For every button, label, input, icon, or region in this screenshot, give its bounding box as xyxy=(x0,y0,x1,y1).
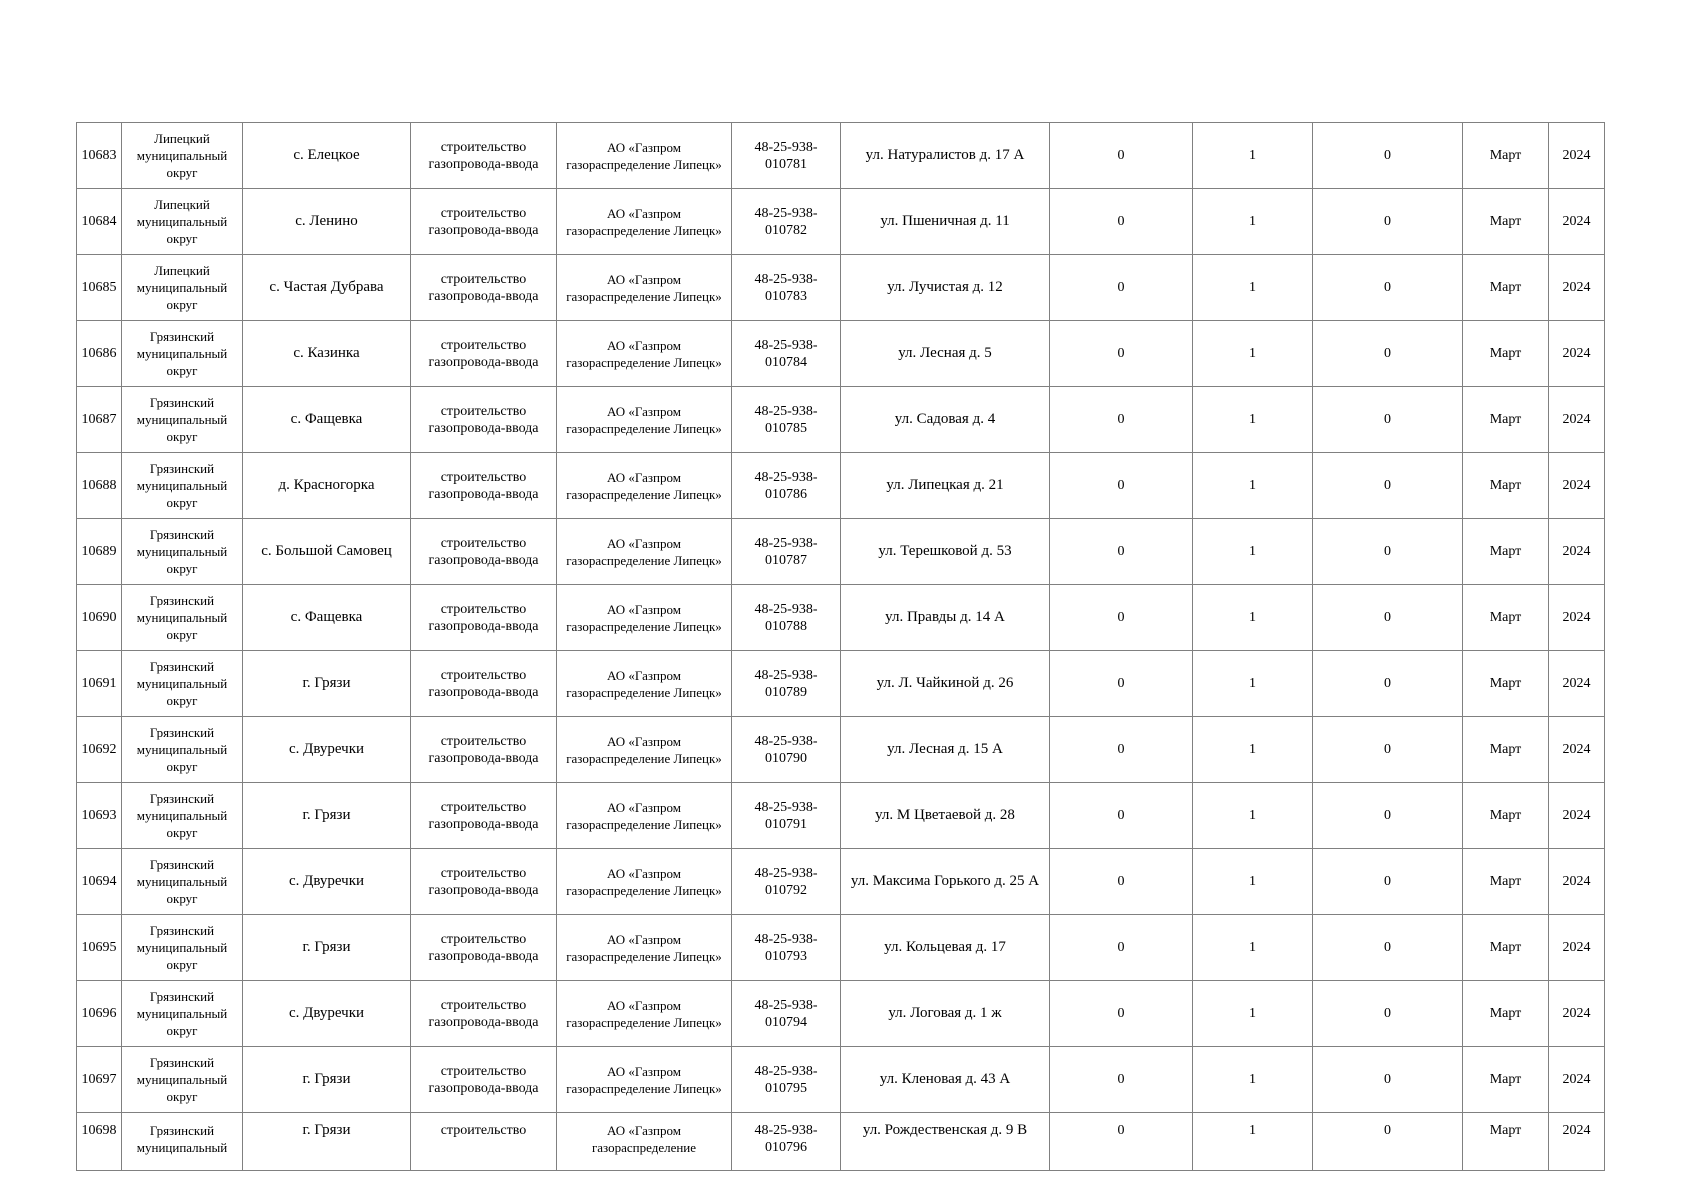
table-row xyxy=(77,321,1605,387)
year-cell: 2024 xyxy=(1549,321,1605,387)
row-number-cell: 10684 xyxy=(77,189,122,255)
table-row xyxy=(77,981,1605,1047)
work-type-cell: строительство газопровода-ввода xyxy=(411,783,557,849)
settlement-cell: г. Грязи xyxy=(243,1113,411,1171)
month-cell: Март xyxy=(1463,123,1549,189)
month-cell: Март xyxy=(1463,1113,1549,1171)
value-3-cell: 0 xyxy=(1313,849,1463,915)
object-code-cell: 48-25-938-010785 xyxy=(732,387,841,453)
value-1-cell: 0 xyxy=(1050,651,1193,717)
value-3-cell: 0 xyxy=(1313,453,1463,519)
settlement-cell: с. Елецкое xyxy=(243,123,411,189)
district-cell: Грязинский муниципальный округ xyxy=(122,585,243,651)
organization-cell: АО «Газпром газораспределение Липецк» xyxy=(557,519,732,585)
organization-cell: АО «Газпром газораспределение Липецк» xyxy=(557,123,732,189)
value-2-cell: 1 xyxy=(1193,123,1313,189)
district-cell: Грязинский муниципальный округ xyxy=(122,849,243,915)
object-code-cell: 48-25-938-010783 xyxy=(732,255,841,321)
district-cell: Грязинский муниципальный округ xyxy=(122,651,243,717)
value-3-cell: 0 xyxy=(1313,981,1463,1047)
value-3-cell: 0 xyxy=(1313,783,1463,849)
work-type-cell: строительство газопровода-ввода xyxy=(411,717,557,783)
value-3-cell: 0 xyxy=(1313,717,1463,783)
address-cell: ул. Рождественская д. 9 В xyxy=(841,1113,1050,1171)
value-1-cell: 0 xyxy=(1050,717,1193,783)
value-2-cell: 1 xyxy=(1193,519,1313,585)
year-cell: 2024 xyxy=(1549,717,1605,783)
work-type-cell: строительство газопровода-ввода xyxy=(411,585,557,651)
row-number-cell: 10692 xyxy=(77,717,122,783)
address-cell: ул. Л. Чайкиной д. 26 xyxy=(841,651,1050,717)
year-cell: 2024 xyxy=(1549,981,1605,1047)
work-type-cell: строительство газопровода-ввода xyxy=(411,849,557,915)
value-2-cell: 1 xyxy=(1193,1047,1313,1113)
value-2-cell: 1 xyxy=(1193,783,1313,849)
value-3-cell: 0 xyxy=(1313,1047,1463,1113)
address-cell: ул. Максима Горького д. 25 А xyxy=(841,849,1050,915)
work-type-cell: строительство газопровода-ввода xyxy=(411,387,557,453)
address-cell: ул. Садовая д. 4 xyxy=(841,387,1050,453)
value-2-cell: 1 xyxy=(1193,255,1313,321)
month-cell: Март xyxy=(1463,519,1549,585)
row-number-cell: 10691 xyxy=(77,651,122,717)
address-cell: ул. Лесная д. 5 xyxy=(841,321,1050,387)
value-2-cell: 1 xyxy=(1193,849,1313,915)
district-cell: Грязинский муниципальный округ xyxy=(122,387,243,453)
month-cell: Март xyxy=(1463,849,1549,915)
table-row xyxy=(77,915,1605,981)
row-number-cell: 10687 xyxy=(77,387,122,453)
month-cell: Март xyxy=(1463,189,1549,255)
row-number-cell: 10698 xyxy=(77,1113,122,1171)
value-1-cell: 0 xyxy=(1050,981,1193,1047)
object-code-cell: 48-25-938-010793 xyxy=(732,915,841,981)
row-number-cell: 10697 xyxy=(77,1047,122,1113)
settlement-cell: г. Грязи xyxy=(243,783,411,849)
address-cell: ул. Липецкая д. 21 xyxy=(841,453,1050,519)
value-1-cell: 0 xyxy=(1050,519,1193,585)
work-type-cell: строительство газопровода-ввода xyxy=(411,255,557,321)
value-1-cell: 0 xyxy=(1050,1113,1193,1171)
row-number-cell: 10695 xyxy=(77,915,122,981)
value-2-cell: 1 xyxy=(1193,981,1313,1047)
year-cell: 2024 xyxy=(1549,519,1605,585)
organization-cell: АО «Газпром газораспределение Липецк» xyxy=(557,981,732,1047)
object-code-cell: 48-25-938-010787 xyxy=(732,519,841,585)
settlement-cell: с. Двуречки xyxy=(243,849,411,915)
work-type-cell: строительство газопровода-ввода xyxy=(411,981,557,1047)
value-2-cell: 1 xyxy=(1193,1113,1313,1171)
row-number-cell: 10690 xyxy=(77,585,122,651)
settlement-cell: г. Грязи xyxy=(243,1047,411,1113)
month-cell: Март xyxy=(1463,585,1549,651)
organization-cell: АО «Газпром газораспределение Липецк» xyxy=(557,915,732,981)
value-1-cell: 0 xyxy=(1050,1047,1193,1113)
settlement-cell: с. Ленино xyxy=(243,189,411,255)
value-1-cell: 0 xyxy=(1050,189,1193,255)
work-type-cell: строительство газопровода-ввода xyxy=(411,651,557,717)
address-cell: ул. М Цветаевой д. 28 xyxy=(841,783,1050,849)
value-2-cell: 1 xyxy=(1193,651,1313,717)
settlement-cell: г. Грязи xyxy=(243,915,411,981)
address-cell: ул. Лесная д. 15 А xyxy=(841,717,1050,783)
row-number-cell: 10693 xyxy=(77,783,122,849)
row-number-cell: 10689 xyxy=(77,519,122,585)
value-3-cell: 0 xyxy=(1313,387,1463,453)
month-cell: Март xyxy=(1463,387,1549,453)
district-cell: Грязинский муниципальный xyxy=(122,1113,243,1171)
object-code-cell: 48-25-938-010789 xyxy=(732,651,841,717)
value-2-cell: 1 xyxy=(1193,387,1313,453)
address-cell: ул. Правды д. 14 А xyxy=(841,585,1050,651)
value-3-cell: 0 xyxy=(1313,189,1463,255)
year-cell: 2024 xyxy=(1549,123,1605,189)
month-cell: Март xyxy=(1463,255,1549,321)
work-type-cell: строительство газопровода-ввода xyxy=(411,189,557,255)
year-cell: 2024 xyxy=(1549,387,1605,453)
organization-cell: АО «Газпром газораспределение Липецк» xyxy=(557,585,732,651)
work-type-cell: строительство газопровода-ввода xyxy=(411,321,557,387)
value-3-cell: 0 xyxy=(1313,255,1463,321)
value-3-cell: 0 xyxy=(1313,123,1463,189)
organization-cell: АО «Газпром газораспределение Липецк» xyxy=(557,651,732,717)
table-row xyxy=(77,123,1605,189)
object-code-cell: 48-25-938-010786 xyxy=(732,453,841,519)
month-cell: Март xyxy=(1463,717,1549,783)
organization-cell: АО «Газпром газораспределение Липецк» xyxy=(557,783,732,849)
table-row xyxy=(77,849,1605,915)
table-row xyxy=(77,1047,1605,1113)
register-table-body xyxy=(77,123,1605,1171)
address-cell: ул. Пшеничная д. 11 xyxy=(841,189,1050,255)
object-code-cell: 48-25-938-010794 xyxy=(732,981,841,1047)
year-cell: 2024 xyxy=(1549,849,1605,915)
table-row xyxy=(77,717,1605,783)
row-number-cell: 10685 xyxy=(77,255,122,321)
organization-cell: АО «Газпром газораспределение Липецк» xyxy=(557,849,732,915)
object-code-cell: 48-25-938-010784 xyxy=(732,321,841,387)
value-1-cell: 0 xyxy=(1050,387,1193,453)
work-type-cell: строительство газопровода-ввода xyxy=(411,915,557,981)
settlement-cell: с. Двуречки xyxy=(243,717,411,783)
organization-cell: АО «Газпром газораспределение Липецк» xyxy=(557,387,732,453)
address-cell: ул. Кольцевая д. 17 xyxy=(841,915,1050,981)
table-row xyxy=(77,453,1605,519)
month-cell: Март xyxy=(1463,981,1549,1047)
month-cell: Март xyxy=(1463,1047,1549,1113)
organization-cell: АО «Газпром газораспределение Липецк» xyxy=(557,255,732,321)
value-1-cell: 0 xyxy=(1050,255,1193,321)
table-row xyxy=(77,255,1605,321)
value-2-cell: 1 xyxy=(1193,585,1313,651)
address-cell: ул. Логовая д. 1 ж xyxy=(841,981,1050,1047)
organization-cell: АО «Газпром газораспределение Липецк» xyxy=(557,453,732,519)
organization-cell: АО «Газпром газораспределение Липецк» xyxy=(557,717,732,783)
value-2-cell: 1 xyxy=(1193,321,1313,387)
district-cell: Грязинский муниципальный округ xyxy=(122,321,243,387)
year-cell: 2024 xyxy=(1549,255,1605,321)
work-type-cell: строительство газопровода-ввода xyxy=(411,1047,557,1113)
object-code-cell: 48-25-938-010782 xyxy=(732,189,841,255)
row-number-cell: 10686 xyxy=(77,321,122,387)
row-number-cell: 10696 xyxy=(77,981,122,1047)
table-row xyxy=(77,387,1605,453)
object-code-cell: 48-25-938-010781 xyxy=(732,123,841,189)
value-1-cell: 0 xyxy=(1050,453,1193,519)
district-cell: Грязинский муниципальный округ xyxy=(122,519,243,585)
month-cell: Март xyxy=(1463,453,1549,519)
value-1-cell: 0 xyxy=(1050,849,1193,915)
value-3-cell: 0 xyxy=(1313,519,1463,585)
organization-cell: АО «Газпром газораспределение xyxy=(557,1113,732,1171)
settlement-cell: с. Большой Самовец xyxy=(243,519,411,585)
value-1-cell: 0 xyxy=(1050,123,1193,189)
settlement-cell: с. Фащевка xyxy=(243,585,411,651)
district-cell: Грязинский муниципальный округ xyxy=(122,783,243,849)
district-cell: Липецкий муниципальный округ xyxy=(122,255,243,321)
object-code-cell: 48-25-938-010795 xyxy=(732,1047,841,1113)
month-cell: Март xyxy=(1463,915,1549,981)
address-cell: ул. Натуралистов д. 17 А xyxy=(841,123,1050,189)
table-row xyxy=(77,189,1605,255)
settlement-cell: с. Частая Дубрава xyxy=(243,255,411,321)
value-1-cell: 0 xyxy=(1050,321,1193,387)
year-cell: 2024 xyxy=(1549,453,1605,519)
settlement-cell: с. Двуречки xyxy=(243,981,411,1047)
value-1-cell: 0 xyxy=(1050,585,1193,651)
month-cell: Март xyxy=(1463,783,1549,849)
object-code-cell: 48-25-938-010790 xyxy=(732,717,841,783)
organization-cell: АО «Газпром газораспределение Липецк» xyxy=(557,189,732,255)
settlement-cell: с. Казинка xyxy=(243,321,411,387)
year-cell: 2024 xyxy=(1549,915,1605,981)
month-cell: Март xyxy=(1463,651,1549,717)
district-cell: Грязинский муниципальный округ xyxy=(122,981,243,1047)
row-number-cell: 10688 xyxy=(77,453,122,519)
object-code-cell: 48-25-938-010796 xyxy=(732,1113,841,1171)
object-code-cell: 48-25-938-010788 xyxy=(732,585,841,651)
table-row xyxy=(77,651,1605,717)
table-row xyxy=(77,519,1605,585)
value-3-cell: 0 xyxy=(1313,321,1463,387)
district-cell: Липецкий муниципальный округ xyxy=(122,189,243,255)
settlement-cell: с. Фащевка xyxy=(243,387,411,453)
address-cell: ул. Кленовая д. 43 А xyxy=(841,1047,1050,1113)
register-table xyxy=(76,122,1605,1171)
value-2-cell: 1 xyxy=(1193,915,1313,981)
table-row xyxy=(77,1113,1605,1171)
organization-cell: АО «Газпром газораспределение Липецк» xyxy=(557,321,732,387)
object-code-cell: 48-25-938-010792 xyxy=(732,849,841,915)
work-type-cell: строительство газопровода-ввода xyxy=(411,519,557,585)
work-type-cell: строительство газопровода-ввода xyxy=(411,123,557,189)
district-cell: Липецкий муниципальный округ xyxy=(122,123,243,189)
year-cell: 2024 xyxy=(1549,651,1605,717)
value-1-cell: 0 xyxy=(1050,783,1193,849)
value-2-cell: 1 xyxy=(1193,189,1313,255)
value-3-cell: 0 xyxy=(1313,651,1463,717)
work-type-cell: строительство xyxy=(411,1113,557,1171)
address-cell: ул. Лучистая д. 12 xyxy=(841,255,1050,321)
settlement-cell: д. Красногорка xyxy=(243,453,411,519)
settlement-cell: г. Грязи xyxy=(243,651,411,717)
object-code-cell: 48-25-938-010791 xyxy=(732,783,841,849)
value-3-cell: 0 xyxy=(1313,915,1463,981)
year-cell: 2024 xyxy=(1549,585,1605,651)
month-cell: Март xyxy=(1463,321,1549,387)
district-cell: Грязинский муниципальный округ xyxy=(122,717,243,783)
address-cell: ул. Терешковой д. 53 xyxy=(841,519,1050,585)
table-row xyxy=(77,783,1605,849)
row-number-cell: 10694 xyxy=(77,849,122,915)
year-cell: 2024 xyxy=(1549,1113,1605,1171)
year-cell: 2024 xyxy=(1549,189,1605,255)
value-3-cell: 0 xyxy=(1313,1113,1463,1171)
year-cell: 2024 xyxy=(1549,1047,1605,1113)
value-2-cell: 1 xyxy=(1193,717,1313,783)
district-cell: Грязинский муниципальный округ xyxy=(122,1047,243,1113)
value-3-cell: 0 xyxy=(1313,585,1463,651)
organization-cell: АО «Газпром газораспределение Липецк» xyxy=(557,1047,732,1113)
value-1-cell: 0 xyxy=(1050,915,1193,981)
year-cell: 2024 xyxy=(1549,783,1605,849)
district-cell: Грязинский муниципальный округ xyxy=(122,915,243,981)
value-2-cell: 1 xyxy=(1193,453,1313,519)
district-cell: Грязинский муниципальный округ xyxy=(122,453,243,519)
work-type-cell: строительство газопровода-ввода xyxy=(411,453,557,519)
table-row xyxy=(77,585,1605,651)
row-number-cell: 10683 xyxy=(77,123,122,189)
